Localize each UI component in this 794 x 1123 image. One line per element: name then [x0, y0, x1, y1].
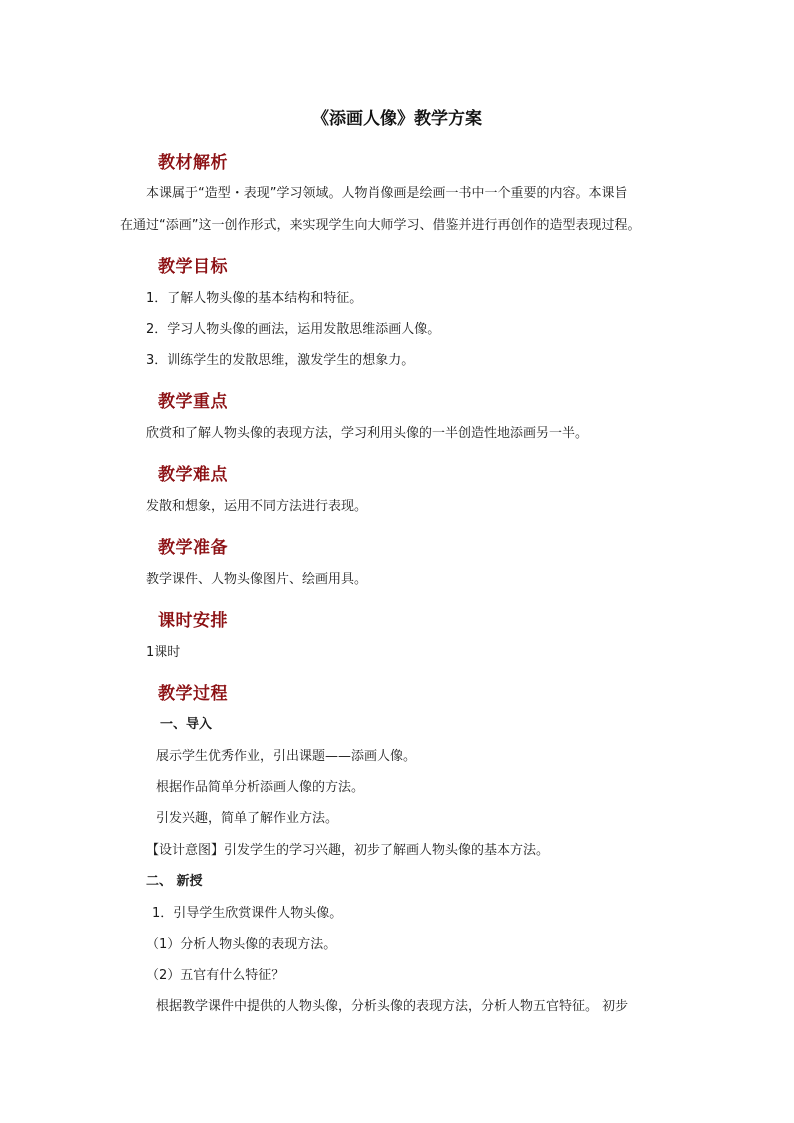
heading-key-points: 教学重点 [158, 392, 228, 412]
process-part1-line-1: 展示学生优秀作业，引出课题——添画人像。 [156, 749, 417, 764]
process-part2-title: 二、 新授 [146, 874, 203, 889]
analysis-line-2: 在通过“添画”这一创作形式，来实现学生向大师学习、借鉴并进行再创作的造型表现过程。 [120, 218, 641, 233]
heading-difficulties: 教学难点 [158, 465, 228, 485]
analysis-line-1: 本课属于“造型・表现”学习领域。人物肖像画是绘画一书中一个重要的内容。本课旨 [146, 186, 628, 201]
goal-item-1: 1．了解人物头像的基本结构和特征。 [146, 291, 363, 306]
process-part2-line-1: 1．引导学生欣赏课件人物头像。 [152, 906, 343, 921]
heading-schedule: 课时安排 [158, 611, 228, 631]
goal-item-2: 2．学习人物头像的画法，运用发散思维添画人像。 [146, 322, 441, 337]
heading-analysis: 教材解析 [158, 153, 228, 173]
process-part2-line-4: 根据教学课件中提供的人物头像，分析头像的表现方法，分析人物五官特征。 初步 [156, 999, 629, 1014]
goal-item-3: 3．训练学生的发散思维，激发学生的想象力。 [146, 353, 415, 368]
design-intent: 【设计意图】引发学生的学习兴趣，初步了解画人物头像的基本方法。 [146, 843, 550, 858]
process-part1-line-3: 引发兴趣，简单了解作业方法。 [156, 811, 339, 826]
preparation-text: 教学课件、人物头像图片、绘画用具。 [146, 572, 368, 587]
process-part2-line-3: （2）五官有什么特征？ [146, 968, 285, 983]
process-part2-line-2: （1）分析人物头像的表现方法。 [146, 937, 337, 952]
heading-process: 教学过程 [158, 684, 228, 704]
heading-goals: 教学目标 [158, 257, 228, 277]
schedule-text: 1课时 [146, 645, 181, 660]
difficulties-text: 发散和想象，运用不同方法进行表现。 [146, 499, 368, 514]
heading-preparation: 教学准备 [158, 538, 228, 558]
key-points-text: 欣赏和了解人物头像的表现方法，学习利用头像的一半创造性地添画另一半。 [146, 426, 589, 441]
document-title: 《添画人像》教学方案 [312, 109, 482, 129]
process-part1-line-2: 根据作品简单分析添画人像的方法。 [156, 780, 365, 795]
process-part1-title: 一、导入 [160, 717, 213, 732]
